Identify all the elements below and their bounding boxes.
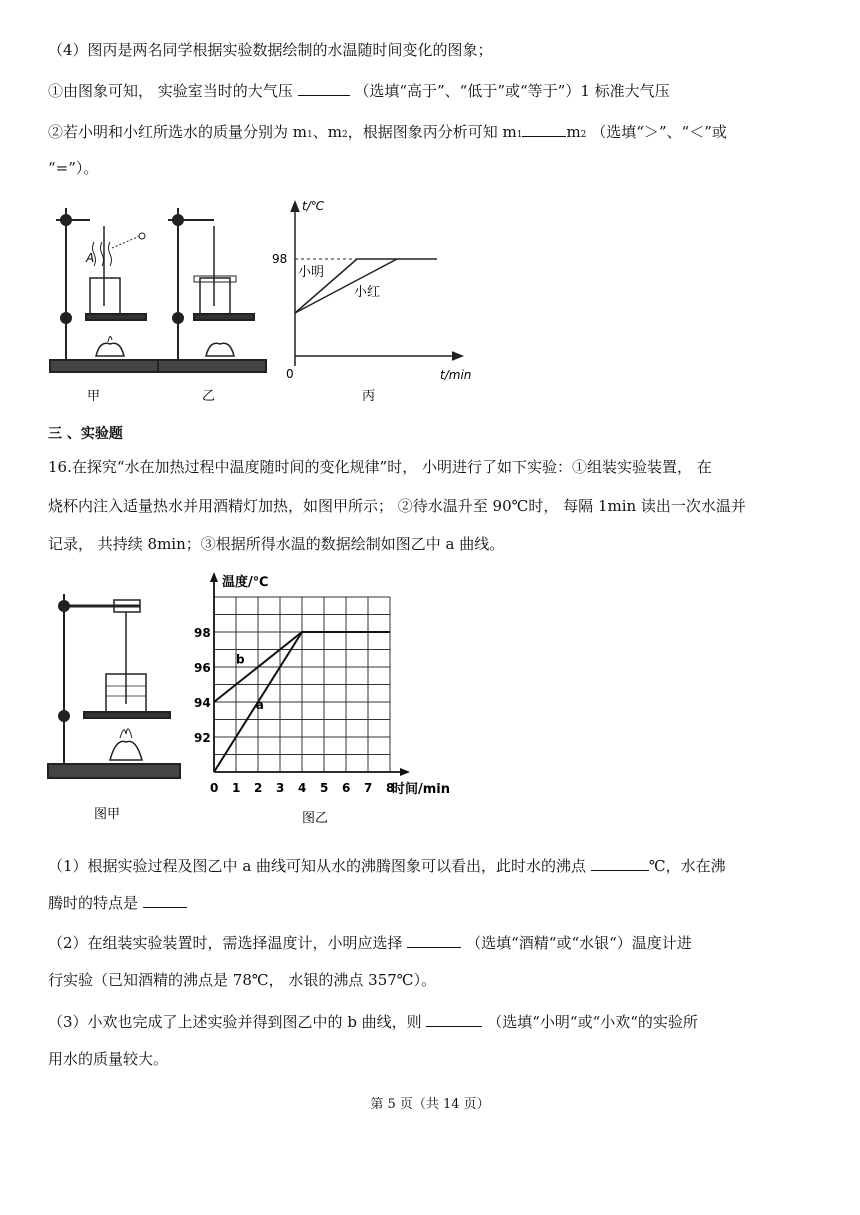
q16-part2 — [48, 933, 692, 953]
subscript: 2 — [580, 130, 587, 140]
caption-tuyi: 图乙 — [302, 811, 329, 826]
graph-x-label: t/min — [440, 368, 472, 382]
beaker — [90, 278, 120, 314]
q4-part2-text-b: 、m — [312, 123, 342, 141]
q4-intro: （4）图丙是两名同学根据实验数据绘制的水温随时间变化的图象； — [48, 41, 493, 59]
q16-part1-cont — [48, 893, 187, 913]
caption-jia: 甲 — [87, 389, 101, 404]
alcohol-lamp — [96, 343, 124, 356]
q4-part2-text-a: ②若小明和小红所选水的质量分别为 m — [48, 123, 307, 141]
stand-base — [50, 360, 158, 372]
chart-axes — [210, 572, 410, 776]
x-tick-label: 5 — [320, 781, 329, 795]
x-tick-label: 4 — [298, 781, 307, 795]
chart-tuyi — [192, 570, 462, 832]
x-tick-label: 0 — [210, 781, 219, 795]
q4-part2 — [48, 122, 727, 145]
chart-grid — [214, 597, 390, 772]
q16-part3 — [48, 1012, 698, 1032]
answer-blank[interactable] — [591, 856, 649, 871]
caption-tujia: 图甲 — [94, 807, 121, 822]
x-tick-label: 6 — [342, 781, 351, 795]
y-tick-label: 98 — [194, 626, 211, 640]
page-footer: 第 5 页（共 14 页） — [370, 1097, 490, 1112]
q16-part2-text-a: （2）在组装实验装置时，需选择温度计，小明应选择 — [48, 934, 403, 952]
graph-tick-98: 98 — [272, 252, 288, 266]
chart-labels — [194, 626, 394, 795]
series-label-xiaohong: 小红 — [354, 285, 381, 300]
graph-bing — [291, 202, 462, 366]
y-tick-label: 96 — [194, 661, 211, 675]
caption-yi: 乙 — [202, 389, 216, 404]
graph-origin: 0 — [286, 367, 294, 381]
x-tick-label: 8 — [386, 781, 395, 795]
y-tick-label: 94 — [194, 696, 211, 710]
q16-part1-text-c: 腾时的特点是 — [48, 894, 139, 912]
q4-part2-text-c: ，根据图象丙分析可知 m — [347, 123, 517, 141]
y-tick-label: 92 — [194, 731, 211, 745]
x-axis-arrow — [400, 768, 410, 776]
q16-part1-text-b: ℃，水在沸 — [648, 857, 726, 875]
x-tick-label: 2 — [254, 781, 263, 795]
q16-part1 — [48, 856, 726, 876]
q16-line2: 烧杯内注入适量热水并用酒精灯加热，如图甲所示； ②待水温升至 90℃时， 每隔 1min 读出一次水温并 — [48, 497, 746, 515]
x-tick-label: 7 — [364, 781, 373, 795]
y-axis-arrow — [210, 572, 218, 582]
q4-part2-text-e: （选填“＞”、“＜”或 — [591, 123, 727, 141]
subscript: 1 — [516, 130, 523, 140]
q4-part1 — [48, 81, 670, 101]
q16-line1: 16.在探究“水在加热过程中温度随时间的变化规律”时， 小明进行了如下实验：①组装实验装置， 在 — [48, 458, 712, 476]
x-tick-label: 1 — [232, 781, 241, 795]
chart-y-label: 温度/℃ — [222, 575, 269, 590]
caption-bing: 丙 — [362, 389, 376, 404]
q16-part3-text-b: （选填“小明“或“小欢“的实验所 — [487, 1013, 698, 1031]
x-tick-label: 3 — [276, 781, 285, 795]
series-label-a: a — [255, 698, 264, 712]
alcohol-lamp — [110, 741, 142, 760]
graph-y-label: t/℃ — [302, 199, 325, 213]
answer-blank[interactable] — [522, 122, 566, 137]
q4-part2-cont: “=”）。 — [48, 159, 99, 177]
gauze-platform — [86, 314, 146, 320]
q4-part1-text-b: （选填“高于”、“低于”或“等于”）1 标准大气压 — [354, 82, 670, 100]
q16-part3-cont: 用水的质量较大。 — [48, 1050, 169, 1068]
answer-blank[interactable] — [298, 81, 350, 96]
q16-part2-text-b: （选填“酒精“或“水银“）温度计进 — [466, 934, 692, 952]
subscript: 2 — [341, 130, 348, 140]
apparatus-yi — [158, 208, 266, 372]
q4-part1-text-a: ①由图象可知， 实验室当时的大气压 — [48, 82, 293, 100]
label-A: A — [86, 251, 95, 265]
answer-blank[interactable] — [407, 933, 461, 948]
chart-x-label: 时间/min — [392, 782, 451, 797]
top-figures — [42, 196, 472, 412]
series-label-b: b — [236, 652, 245, 667]
series-label-xiaoming: 小明 — [298, 265, 325, 280]
q16-part2-cont: 行实验（已知酒精的沸点是 78℃， 水银的沸点 357℃）。 — [48, 971, 437, 989]
q16-line3: 记录， 共持续 8min；③根据所得水温的数据绘制如图乙中 a 曲线。 — [48, 535, 505, 553]
subscript: 1 — [307, 130, 313, 140]
section-heading: 三 、实验题 — [48, 426, 123, 442]
answer-blank[interactable] — [143, 893, 187, 908]
apparatus-tujia — [44, 578, 184, 828]
q16-part3-text-a: （3）小欢也完成了上述实验并得到图乙中的 b 曲线，则 — [48, 1013, 422, 1031]
apparatus-jia — [50, 208, 158, 372]
q16-part1-text-a: （1）根据实验过程及图乙中 a 曲线可知从水的沸腾图象可以看出，此时水的沸点 — [48, 857, 587, 875]
answer-blank[interactable] — [426, 1012, 482, 1027]
q4-part2-text-d: m — [566, 123, 581, 141]
